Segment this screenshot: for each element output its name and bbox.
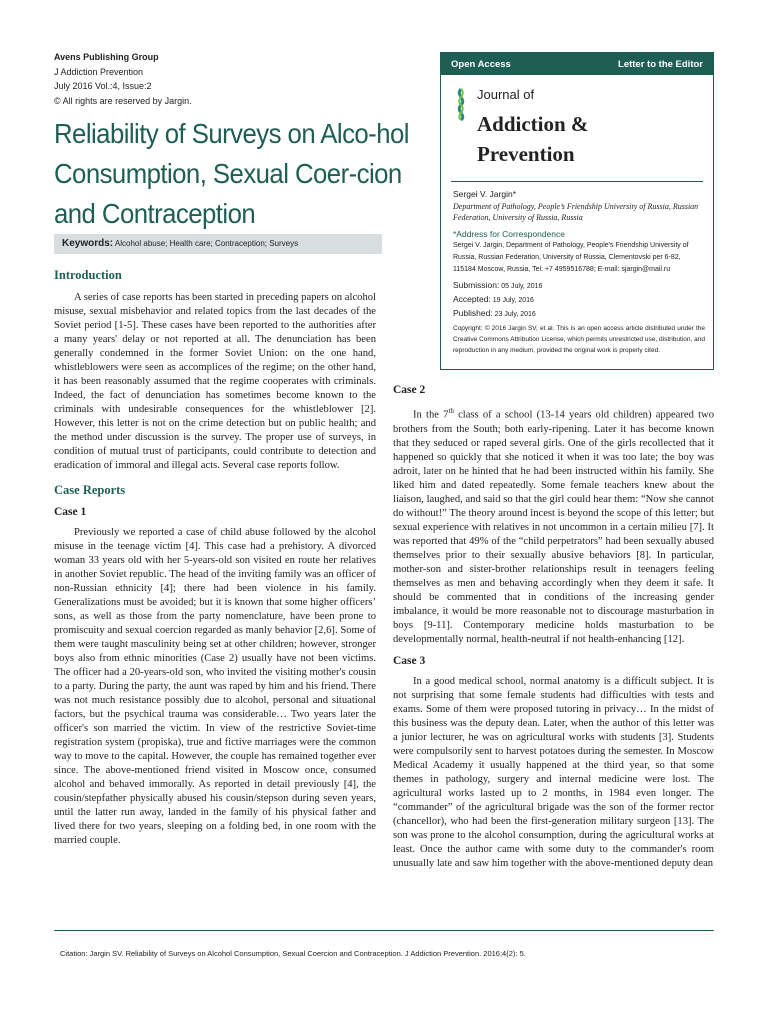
dates-block [453,279,705,321]
publication-info [54,50,192,108]
journal-short-name: J Addiction Prevention [54,66,144,77]
submission-date: 05 July, 2016 [501,283,543,290]
keywords-bar [54,234,382,254]
published-date: 23 July, 2016 [494,311,536,318]
open-access-label: Open Access [451,58,511,70]
article-info-box [440,52,714,370]
citation-footer: Citation: Jargin SV. Reliability of Surveys on Alcohol Consumption, Sexual Coercion and Contraception. J Addiction Prevention. 2016;4(2): 5. [60,949,526,958]
submission-label: Submission: [453,280,500,290]
article-type-label: Letter to the Editor [618,58,703,70]
author-name: Sergei V. Jargin* [453,189,517,199]
journal-logo-icon [451,87,471,121]
case2-heading: Case 2 [393,384,426,396]
accepted-date: 19 July, 2016 [492,297,534,304]
copyright-notice: Copyright: © 2016 Jargin SV, et al. This is an open access article distributed under the Creative Commons Attribution License, which permits unrestricted use, distribution, and reproduction in any medium, provided the original work is properly cited. [453,325,705,354]
issue-info: July 2016 Vol.:4, Issue:2 [54,81,152,91]
left-column [54,268,376,848]
journal-name-line-2: Prevention [477,142,575,166]
case1-paragraph: Previously we reported a case of child abuse followed by the alcohol misuse in the teenage victim [4]. This case had a prehistory. A divorced woman 33 years old with her 5-years-old son visited en route her relatives in another Soviet republic. The head of the inviting family was an officer of non-Russian ethnicity [4]; there had been violence in his family. Generalizations must be avoided; but it is known that some higher officers’ sons, as well as those from the party nomenclature, have been prone to promiscuity and sexual coercion regarded as manly behavior [2,6]. Some of them were taught masculinity being set at other children; however, stronger boys also from ethnic minorities (Case 2) usually have not been victims. The officer had a 20-years-old son, who invited the visiting mother's cousin to a party. During the party, the aunt was raped by him and his friend. There was not much resistance possibly due to alcohol, personal and situational factors, but the psychical trauma was considerable… Two years later the officer's son married the victim. In view of the restrictive Soviet-time registration system (propiska), true and fictive marriages were the common way to move to the capital. However, the couple has remained together ever since. The above-mentioned friend visited in Moscow once, consumed alcohol and behaved immorally. As reported in detail previously [4], the cousin/stepfather physically abused his cousin/stepson during seven years, until the latter run away, landed in the family of his physical father and lived there for two years, sleeping on a folding bed, in one room with the married couple. [54,527,376,846]
rights-notice: © All rights are reserved by Jargin. [54,95,192,106]
footer-divider [54,930,714,931]
correspondence-label: *Address for Correspondence [453,229,565,239]
introduction-heading: Introduction [54,268,122,282]
correspondence-text: Sergei V. Jargin, Department of Pathology, People's Friendship University of Russia, Russian Federation, University of Russia, Clementovski per 6-82, 115184 Moscow, Russia, Tel: +7 4959516788; E-mail: sjargin@mail.ru [453,242,689,273]
case2-text-b: class of a school (13-14 years old children) appeared two brothers from the South; both early-ripening. Later it has become known that they seduced or raped several girls. One of the girls recollected that it happened so quickly that she noticed it when it was too late; the boy was adroit, later on he hinted that he had been instructed within his family. She liked him and dated repeatedly. Some female teachers knew about the liaison, laughed, and said so that the girl could hear them: “Now she cannot do without!” The theory around incest is beyond the scope of this letter; but sexual experience with relatives in not uncommon in a certain milieu [7]. It was reported that 49% of the “child perpetrators” had been sexually abused themselves prior to their sexually abusive behaviors [8]. In particular, mother-son and sister-brother relationships result in teenagers feeling themselves as men and behaving accordingly when they deem it safe. It should be commented that in conditions of the increasing gender imbalance, it would be more reasonable not to discourage masturbation in boys [9-11]. Contemporary medicine holds masturbation to be developmentally normal, health-neutral if not health-enhancing [12]. [393,409,714,645]
journal-name [477,109,588,169]
journal-of-label: Journal of [477,87,535,102]
info-box-header [441,53,713,75]
info-box-divider [451,181,703,182]
case3-paragraph: In a good medical school, normal anatomy is a difficult subject. It is not surprising that some female students had difficulties with tests and exams. Some of them were proposed tutoring in privacy… In the midst of this business was the deputy dean. Later, when the author of this letter was a junior lecturer, he was on agricultural works with students [3]. Students were compulsorily sent to harvest potatoes during the semester. In Moscow Medical Academy it usually happened at the third year, so that some themes in pathology, surgery and internal medicine were lost. The agricultural works lasted up to 2 months, in 1984 even longer. The “commander” of the agricultural brigade was the son of the former rector (chancellor), who had been the first-generation military surgeon [13]. The son was prone to the alcohol consumption, during the agricultural works at least. Once the author came with some duty to the commander's room unusually late and saw him together with the above-mentioned deputy dean [393,675,714,869]
article-title: Reliability of Surveys on Alco-hol Consumption, Sexual Coer-cion and Contraception [54,118,409,229]
introduction-paragraph: A series of case reports has been started in preceding papers on alcohol misuse, sexual misbehavior and related topics from the last decades of the Soviet period [1-5]. These cases have been reported to the authorities after a many years' delay or not reported at all. The denunciation has been generally condemned in the former Soviet Union: on the one hand, whistleblowers were seen as accomplices of the regime; on the other hand, it has been reasonably assumed that the regime cooperates with criminals. Indeed, the fact of denunciation has sometimes become known to the criminals with undesirable consequences for the whistleblower [2]. However, this letter is not on the crime detection but on public health; and the method under discussion is the survey. The proper use of surveys, in condition of mutual trust of participants, could contribute to detection and eradication of immoral and illegal acts. Several case reports follow. [54,292,376,471]
case1-heading: Case 1 [54,506,87,518]
published-label: Published: [453,308,493,318]
case2-paragraph [393,404,714,647]
case2-superscript: th [448,407,454,415]
accepted-label: Accepted: [453,294,491,304]
keywords-label: Keywords: [62,238,114,249]
right-column [393,384,714,871]
case3-heading: Case 3 [393,654,426,667]
case2-text-a: In the 7 [413,409,449,421]
publisher-name: Avens Publishing Group [54,52,159,62]
keywords-text: Alcohol abuse; Health care; Contraception; Surveys [114,239,299,248]
author-affiliation: Department of Pathology, People’s Friendship University of Russia, Russian Federation, University of Russia, Russia [453,202,699,222]
journal-name-line-1: Addiction & [477,112,589,136]
case-reports-heading: Case Reports [54,483,126,497]
info-box-body [453,187,705,356]
